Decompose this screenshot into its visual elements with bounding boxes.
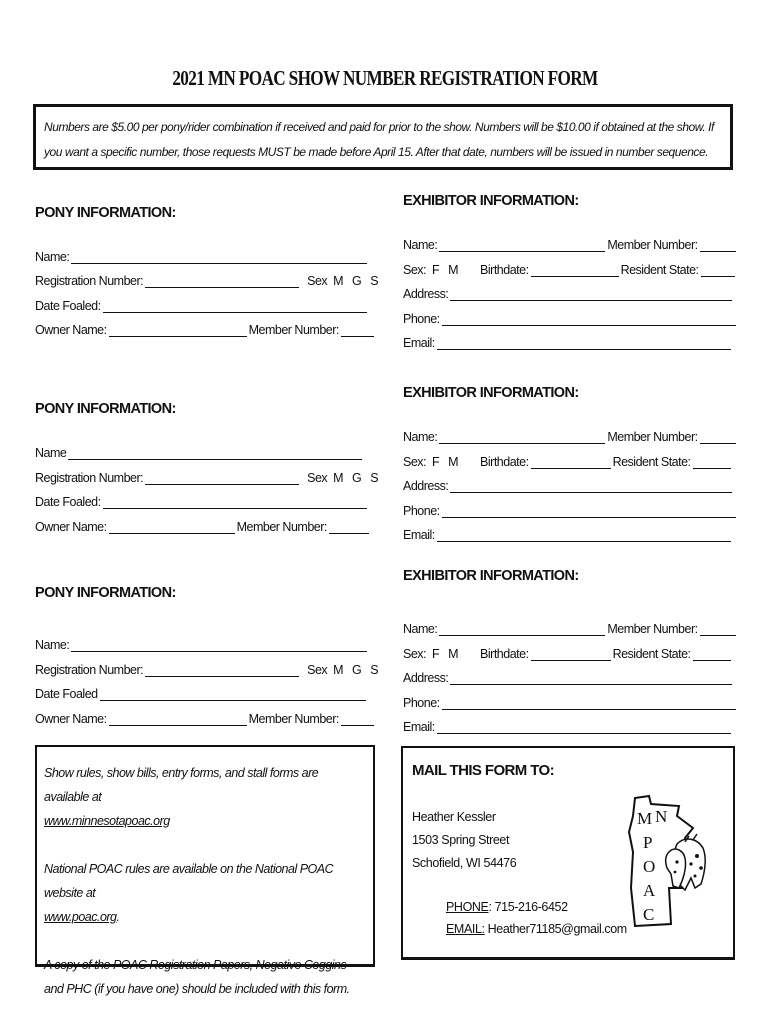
poac-link[interactable]: www.poac.org (44, 910, 117, 924)
exh-member-label: Member Number: (607, 238, 698, 252)
pony-name-label: Name: (35, 250, 70, 264)
pony-owner-row-2 (35, 518, 371, 534)
info-national-text: National POAC rules are available on the National POAC website at (44, 862, 334, 900)
mail-header: MAIL THIS FORM TO: (412, 762, 554, 779)
mail-city: Schofield, WI 54476 (412, 856, 517, 870)
exh-resident-field[interactable] (701, 264, 735, 277)
exh-name-label: Name: (403, 238, 438, 252)
pony-name-field[interactable] (71, 251, 367, 264)
exh-resident-field[interactable] (693, 456, 731, 469)
email-label: EMAIL: (446, 922, 485, 936)
exh-birth-label: Birthdate: (480, 647, 529, 661)
pony-reg-label: Registration Number: (35, 471, 144, 485)
pony-reg-field[interactable] (145, 472, 299, 485)
exh-member-field[interactable] (700, 623, 736, 636)
exh-name-field[interactable] (439, 431, 605, 444)
pony-name-row-2 (35, 444, 364, 460)
pony-sex-label: Sex (307, 663, 328, 677)
pony-owner-label: Owner Name: (35, 712, 107, 726)
exh-email-row-2 (403, 526, 733, 542)
pony-sex-options[interactable]: M G S (333, 663, 379, 677)
exh-phone-label: Phone: (403, 504, 440, 518)
exh-sex-row-3 (403, 645, 733, 661)
pony-foaled-field[interactable] (100, 688, 366, 701)
exh-email-field[interactable] (437, 337, 731, 350)
exh-address-field[interactable] (450, 480, 732, 493)
phone-label: PHONE (446, 900, 489, 914)
exh-member-field[interactable] (700, 239, 736, 252)
exh-sex-options[interactable]: F M (432, 647, 459, 661)
pony-name-field[interactable] (68, 447, 362, 460)
logo-letter-n: N (655, 807, 668, 826)
info-papers-paragraph: A copy of the POAC Registration Papers, Negative Coggins and PHC (if you have one) should be included with this form. (44, 958, 350, 996)
pony-foaled-row-1 (35, 297, 369, 313)
phone-value[interactable]: : 715-216-6452 (488, 900, 568, 914)
pony-foaled-field[interactable] (103, 496, 367, 509)
exh-phone-field[interactable] (442, 505, 736, 518)
mn-poac-logo (619, 792, 715, 932)
pony-sex-label: Sex (307, 471, 328, 485)
pony-reg-row-3 (35, 661, 378, 677)
exh-email-field[interactable] (437, 529, 731, 542)
mail-email-line (446, 918, 627, 940)
exh-email-row-1 (403, 334, 733, 350)
exhibitor-header-3: EXHIBITOR INFORMATION: (403, 568, 579, 584)
logo-letter-m: M (637, 809, 653, 828)
pony-header-1: PONY INFORMATION: (35, 205, 176, 221)
pony-foaled-label: Date Foaled (35, 687, 98, 701)
pony-header-2: PONY INFORMATION: (35, 401, 176, 417)
pony-name-row-3 (35, 636, 369, 652)
pony-header-3: PONY INFORMATION: (35, 585, 176, 601)
exh-email-field[interactable] (437, 721, 731, 734)
exh-address-label: Address: (403, 479, 449, 493)
pony-reg-label: Registration Number: (35, 663, 144, 677)
exh-name-label: Name: (403, 430, 438, 444)
exh-address-row-2 (403, 477, 734, 493)
pony-foaled-label: Date Foaled: (35, 495, 101, 509)
pony-owner-field[interactable] (109, 521, 235, 534)
exh-name-row-2 (403, 428, 738, 444)
pony-name-row-1 (35, 248, 369, 264)
exh-phone-field[interactable] (442, 697, 736, 710)
pony-reg-field[interactable] (145, 664, 299, 677)
exhibitor-header-1: EXHIBITOR INFORMATION: (403, 193, 579, 209)
exh-sex-options[interactable]: F M (432, 455, 459, 469)
pony-member-field[interactable] (341, 713, 374, 726)
exh-birth-field[interactable] (531, 648, 611, 661)
fee-notice: Numbers are $5.00 per pony/rider combination if received and paid for prior to the show. Numbers will be $10.00 if obtained at the show. If you want a specific number, those requests MUST be made before April 15. After that date, numbers will be issued in number sequence. (33, 104, 733, 170)
exh-address-label: Address: (403, 287, 449, 301)
exh-birth-field[interactable] (531, 456, 611, 469)
exh-email-label: Email: (403, 528, 435, 542)
pony-owner-row-1 (35, 321, 376, 337)
pony-member-field[interactable] (341, 324, 374, 337)
pony-sex-options[interactable]: M G S (333, 274, 379, 288)
pony-owner-label: Owner Name: (35, 520, 107, 534)
exh-address-row-3 (403, 669, 734, 685)
exh-birth-label: Birthdate: (480, 263, 529, 277)
pony-sex-label: Sex (307, 274, 328, 288)
pony-name-label: Name: (35, 638, 70, 652)
exh-address-field[interactable] (450, 672, 732, 685)
exh-phone-row-2 (403, 502, 738, 518)
exh-sex-row-1 (403, 261, 737, 277)
exh-sex-row-2 (403, 453, 733, 469)
exh-sex-options[interactable]: F M (432, 263, 459, 277)
pony-reg-row-1 (35, 272, 378, 288)
info-rules-paragraph (44, 761, 365, 833)
info-rules-text: Show rules, show bills, entry forms, and stall forms are available at (44, 766, 319, 804)
pony-reg-field[interactable] (145, 275, 299, 288)
pony-name-label: Name (35, 446, 67, 460)
exh-name-row-1 (403, 236, 738, 252)
horse-heads-icon (666, 834, 705, 890)
exh-sex-label: Sex: (403, 263, 427, 277)
exh-member-field[interactable] (700, 431, 736, 444)
pony-foaled-label: Date Foaled: (35, 299, 101, 313)
mail-address (412, 806, 516, 875)
info-national-paragraph (44, 857, 365, 929)
logo-letter-p: P (643, 833, 653, 852)
exh-member-label: Member Number: (607, 430, 698, 444)
pony-foaled-row-2 (35, 493, 369, 509)
pony-name-field[interactable] (71, 639, 367, 652)
exh-resident-field[interactable] (693, 648, 731, 661)
logo-letter-a: A (643, 881, 656, 900)
exh-resident-label: Resident State: (612, 647, 691, 661)
pony-member-label: Member Number: (248, 323, 339, 337)
pony-member-label: Member Number: (236, 520, 327, 534)
exh-name-field[interactable] (439, 623, 605, 636)
exh-phone-row-3 (403, 694, 738, 710)
exh-name-field[interactable] (439, 239, 605, 252)
pony-member-label: Member Number: (248, 712, 339, 726)
exh-resident-label: Resident State: (620, 263, 699, 277)
pony-reg-label: Registration Number: (35, 274, 144, 288)
exh-email-row-3 (403, 718, 733, 734)
exhibitor-header-2: EXHIBITOR INFORMATION: (403, 385, 579, 401)
mail-box (401, 746, 735, 960)
exh-name-row-3 (403, 620, 738, 636)
exh-phone-label: Phone: (403, 312, 440, 326)
pony-foaled-field[interactable] (103, 300, 367, 313)
form-title: 2021 MN POAC SHOW NUMBER REGISTRATION FORM (172, 66, 598, 90)
email-value[interactable]: Heather71185@gmail.com (484, 922, 627, 936)
logo-letter-c: C (643, 905, 655, 924)
pony-owner-field[interactable] (109, 324, 247, 337)
exh-address-row-1 (403, 285, 734, 301)
exh-address-label: Address: (403, 671, 449, 685)
exh-email-label: Email: (403, 336, 435, 350)
pony-reg-row-2 (35, 469, 378, 485)
exh-email-label: Email: (403, 720, 435, 734)
pony-member-field[interactable] (329, 521, 369, 534)
exh-birth-field[interactable] (531, 264, 619, 277)
minnesotapoac-link[interactable]: www.minnesotapoac.org (44, 814, 170, 828)
mail-name: Heather Kessler (412, 810, 496, 824)
exh-resident-label: Resident State: (612, 455, 691, 469)
exh-sex-label: Sex: (403, 455, 427, 469)
exh-address-field[interactable] (450, 288, 732, 301)
exh-birth-label: Birthdate: (480, 455, 529, 469)
info-national-end: . (116, 910, 120, 924)
exh-phone-field[interactable] (442, 313, 736, 326)
pony-foaled-row-3 (35, 685, 368, 701)
exh-sex-label: Sex: (403, 647, 427, 661)
logo-letter-o: O (643, 857, 656, 876)
exh-name-label: Name: (403, 622, 438, 636)
info-box (35, 745, 375, 996)
mail-contact (446, 896, 627, 940)
pony-sex-options[interactable]: M G S (333, 471, 379, 485)
pony-owner-row-3 (35, 710, 376, 726)
exh-phone-row-1 (403, 310, 738, 326)
pony-owner-label: Owner Name: (35, 323, 107, 337)
exh-phone-label: Phone: (403, 696, 440, 710)
mail-street: 1503 Spring Street (412, 833, 510, 847)
mail-phone-line (446, 896, 627, 918)
exh-member-label: Member Number: (607, 622, 698, 636)
pony-owner-field[interactable] (109, 713, 247, 726)
